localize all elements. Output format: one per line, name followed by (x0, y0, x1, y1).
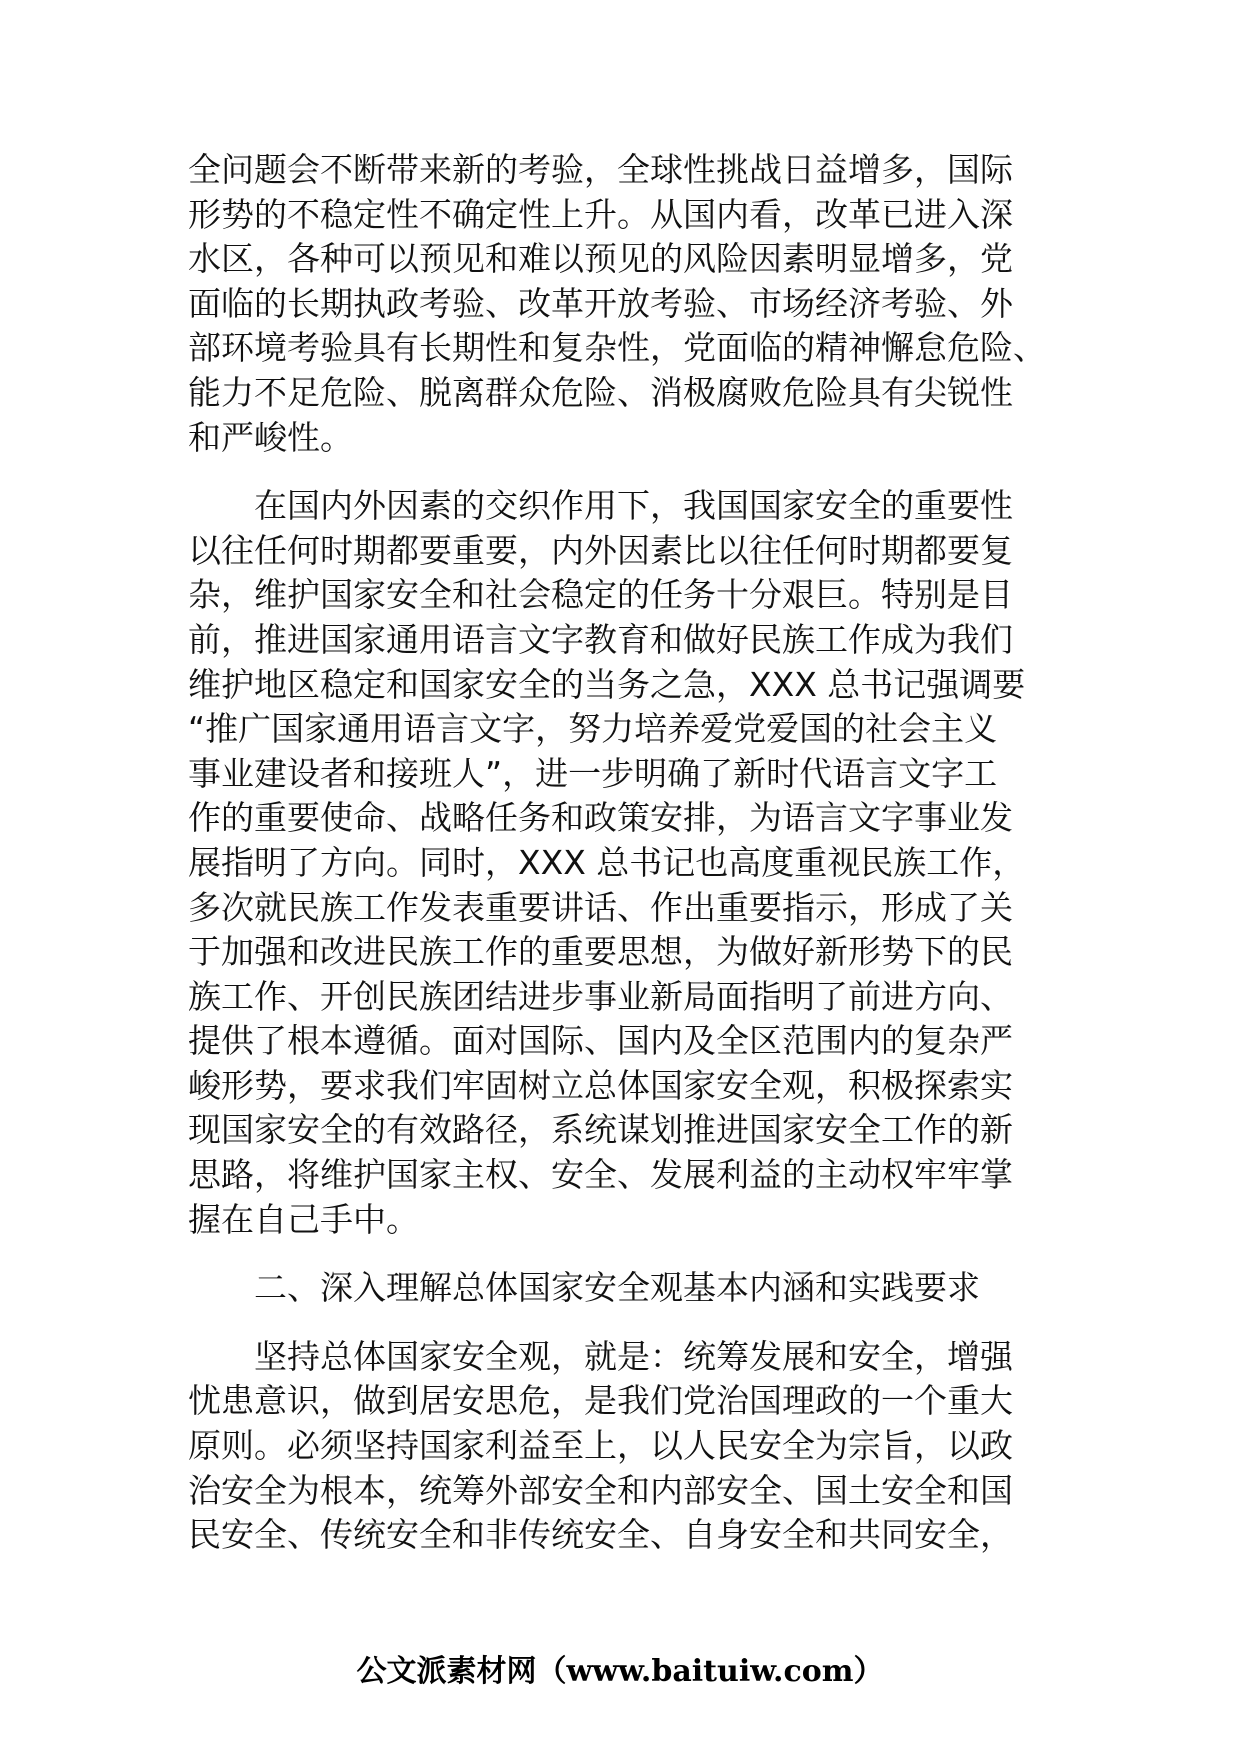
text-line: 族工作、开创民族团结进步事业新局面指明了前进方向、 (188, 976, 1013, 1016)
text-line: 思路，将维护国家主权、安全、发展利益的主动权牢牢掌 (188, 1155, 1013, 1195)
text-line: 握在自己手中。 (188, 1199, 419, 1239)
paragraph-spacer (188, 460, 1058, 484)
text-line: 以往任何时期都要重要，内外因素比以往任何时期都要复 (188, 530, 1013, 570)
text-line: 部环境考验具有长期性和复杂性，党面临的精神懈怠危险、 (188, 328, 1046, 368)
text-line: 民安全、传统安全和非传统安全、自身安全和共同安全， (188, 1515, 1013, 1555)
paragraph-1 (188, 148, 1058, 460)
paragraph-spacer (188, 1242, 1058, 1266)
text-line: 治安全为根本，统筹外部安全和内部安全、国土安全和国 (188, 1470, 1013, 1510)
text-line: 现国家安全的有效路径，系统谋划推进国家安全工作的新 (188, 1110, 1013, 1150)
text-line: 和严峻性。 (188, 417, 353, 457)
heading-line: 二、深入理解总体国家安全观基本内涵和实践要求 (254, 1268, 980, 1308)
text-line: 展指明了方向。同时，XXX 总书记也高度重视民族工作， (188, 842, 1026, 882)
text-line: 原则。必须坚持国家利益至上，以人民安全为宗旨，以政 (188, 1426, 1013, 1466)
text-line: 在国内外因素的交织作用下，我国国家安全的重要性 (254, 486, 1013, 526)
text-line: 峻形势，要求我们牢固树立总体国家安全观，积极探索实 (188, 1065, 1013, 1105)
paragraph-spacer (188, 1311, 1058, 1335)
paragraph-2 (188, 484, 1058, 1242)
section-heading (188, 1266, 1058, 1311)
text-line: 提供了根本遵循。面对国际、国内及全区范围内的复杂严 (188, 1021, 1013, 1061)
text-line: 维护地区稳定和国家安全的当务之急，XXX 总书记强调要 (188, 664, 1026, 704)
text-line: 坚持总体国家安全观，就是：统筹发展和安全，增强 (254, 1336, 1013, 1376)
text-line: 多次就民族工作发表重要讲话、作出重要指示，形成了关 (188, 887, 1013, 927)
text-line: 能力不足危险、脱离群众危险、消极腐败危险具有尖锐性 (188, 372, 1013, 412)
text-line: “推广国家通用语言文字，努力培养爱党爱国的社会主义 (188, 709, 998, 749)
text-line: 作的重要使命、战略任务和政策安排，为语言文字事业发 (188, 798, 1013, 838)
text-line: 形势的不稳定性不确定性上升。从国内看，改革已进入深 (188, 194, 1013, 234)
text-line: 事业建设者和接班人”，进一步明确了新时代语言文字工 (188, 753, 998, 793)
text-line: 于加强和改进民族工作的重要思想，为做好新形势下的民 (188, 932, 1013, 972)
paragraph-3 (188, 1335, 1058, 1558)
text-line: 前，推进国家通用语言文字教育和做好民族工作成为我们 (188, 619, 1013, 659)
text-line: 杂，维护国家安全和社会稳定的任务十分艰巨。特别是目 (188, 575, 1013, 615)
footer-watermark: 公文派素材网（www.baituiw.com） (356, 1654, 884, 1689)
text-line: 忧患意识，做到居安思危，是我们党治国理政的一个重大 (188, 1381, 1013, 1421)
text-line: 面临的长期执政考验、改革开放考验、市场经济考验、外 (188, 283, 1013, 323)
document-body (188, 148, 1058, 1558)
text-line: 全问题会不断带来新的考验，全球性挑战日益增多，国际 (188, 150, 1013, 189)
text-line: 水区，各种可以预见和难以预见的风险因素明显增多，党 (188, 239, 1013, 279)
